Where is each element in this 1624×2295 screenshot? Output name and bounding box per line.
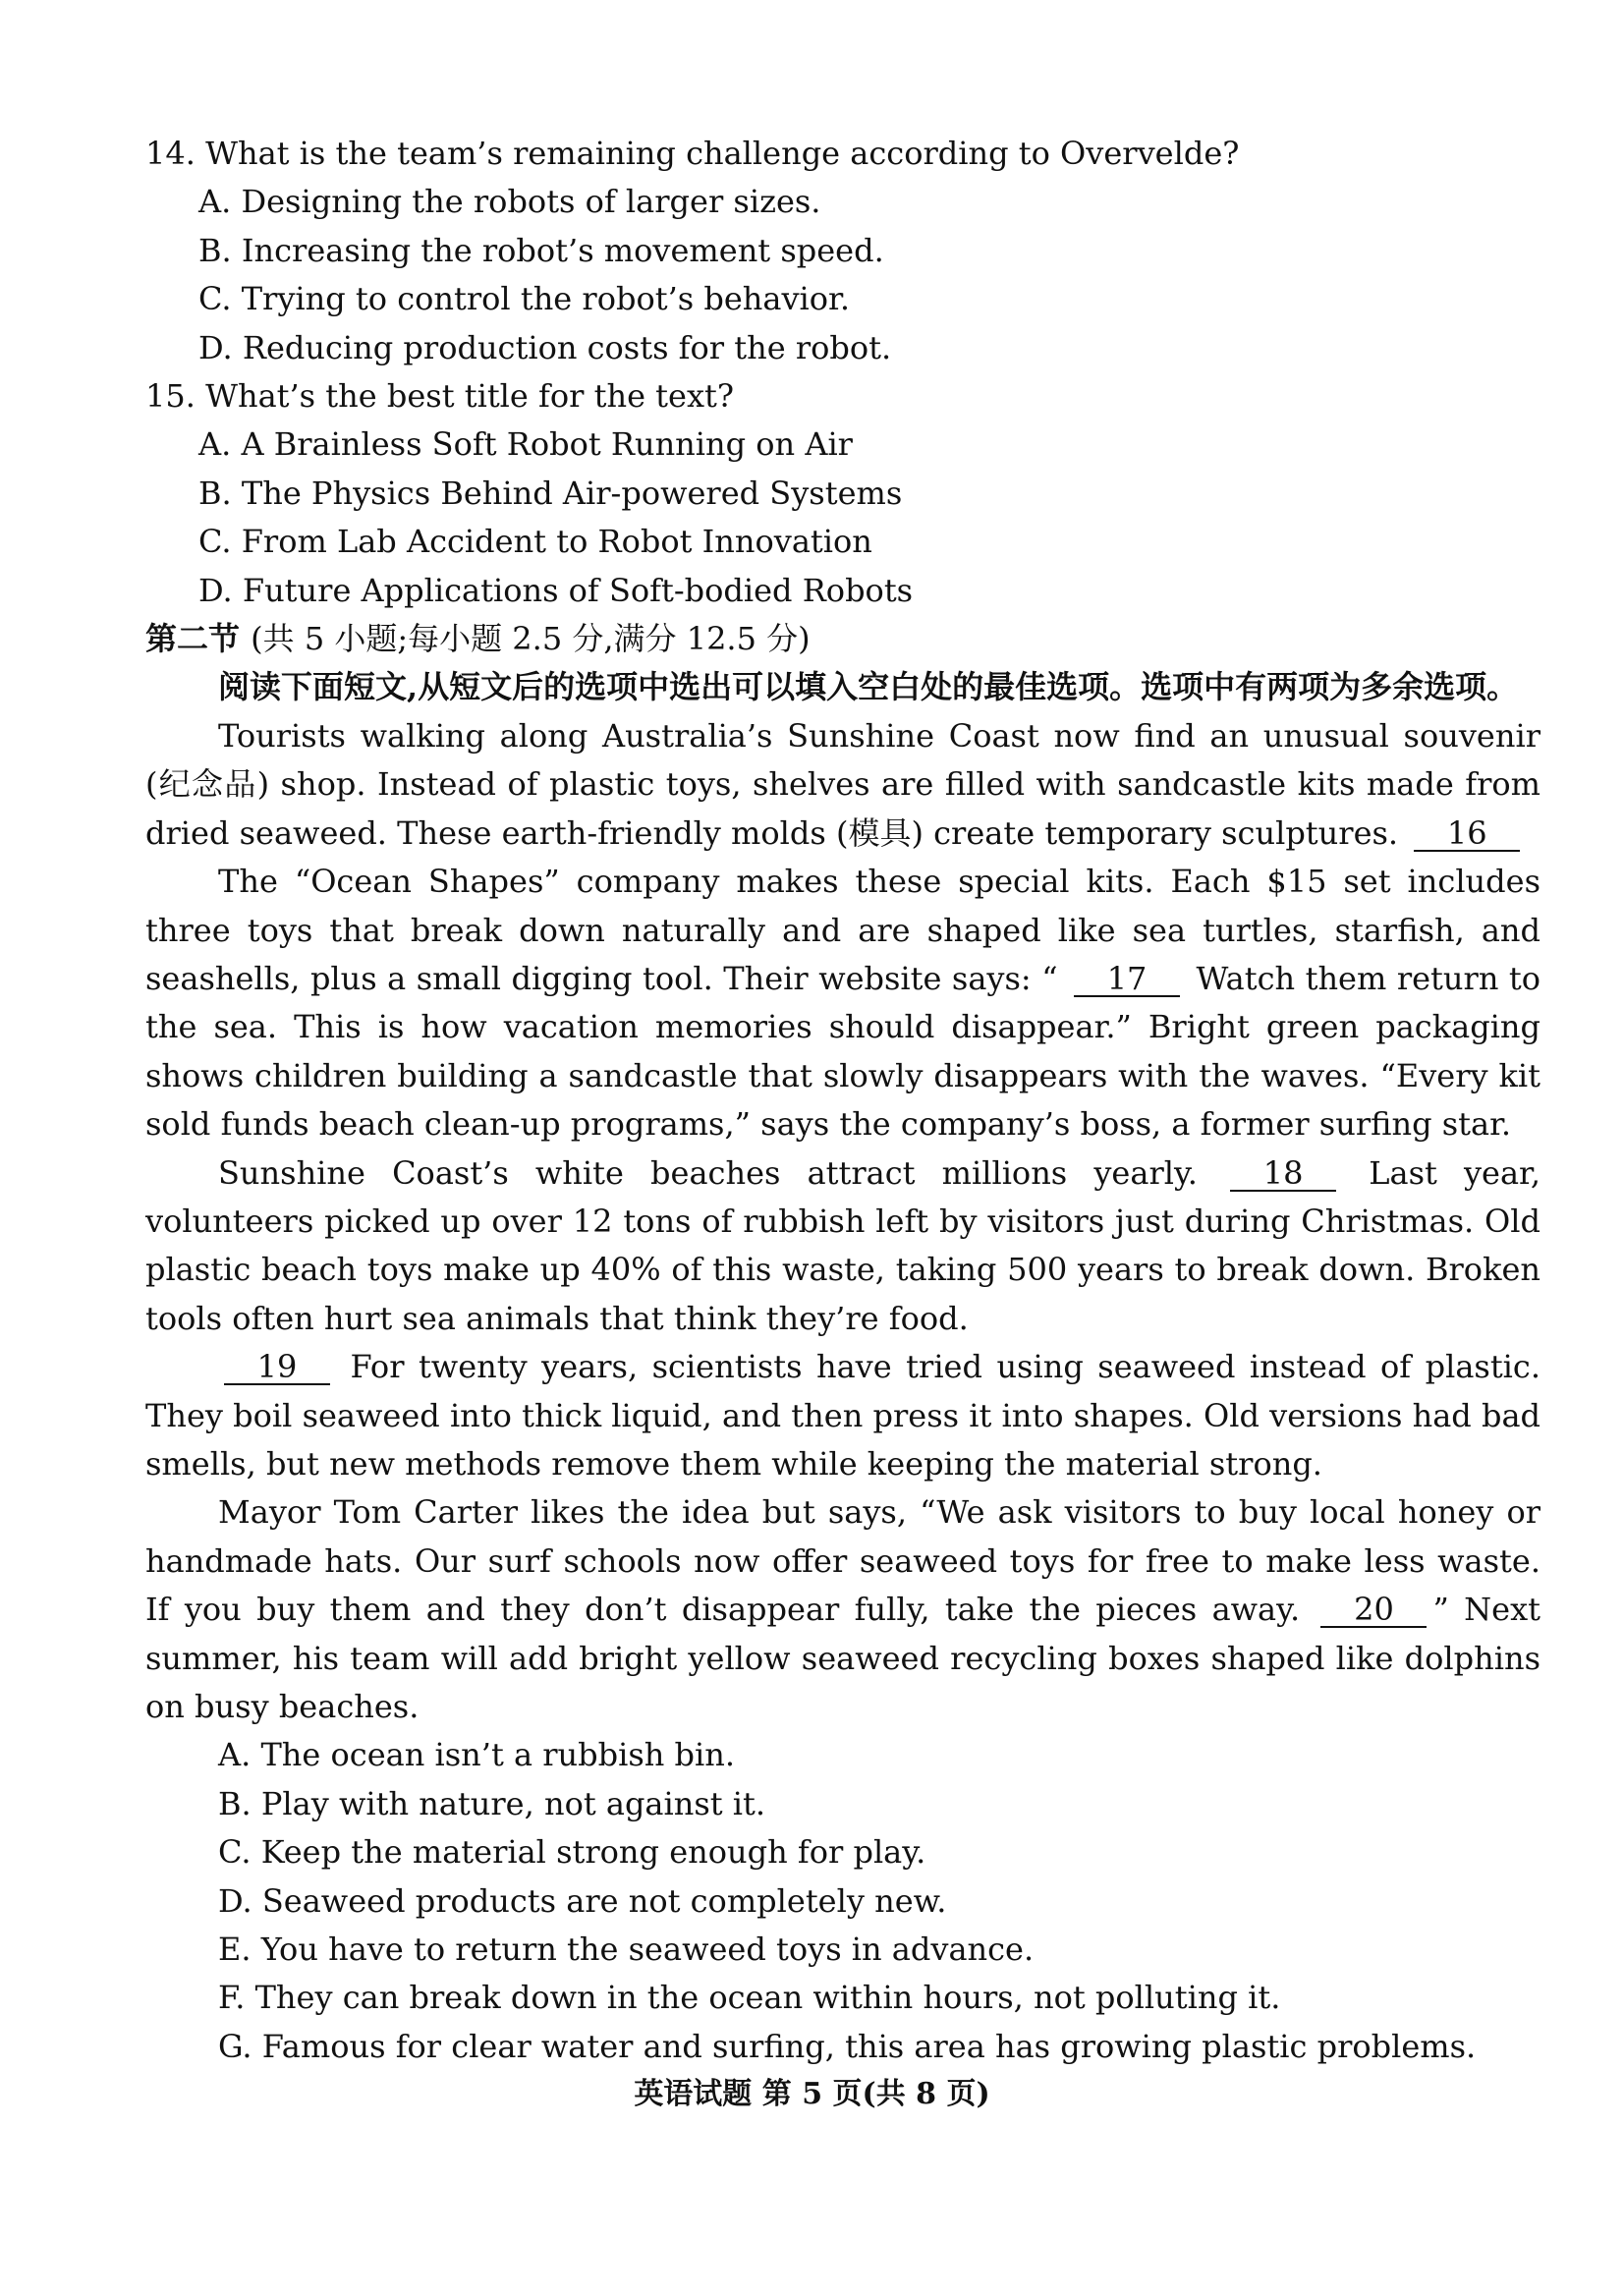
section-title: 第二节	[145, 620, 241, 658]
section-score-note: (共 5 小题;每小题 2.5 分,满分 12.5 分)	[251, 620, 811, 658]
answer-option-d: D. Seaweed products are not completely new.	[218, 1881, 947, 1920]
section-instruction: 阅读下面短文,从短文后的选项中选出可以填入空白处的最佳选项。选项中有两项为多余选项。	[218, 668, 1519, 706]
answer-option-a: A. The ocean isn’t a rubbish bin.	[218, 1736, 736, 1774]
blank-17: 17	[1074, 962, 1180, 997]
paragraph-2-after: Watch them return to the sea. This is how vacation memories should disappear.” Bright green packaging shows children building a sandcastle that slowly disappears with the waves. “Every kit sold funds beach clean-up programs,” says the company’s boss, a former surfing star.	[145, 959, 1541, 1144]
paragraph-3-before: Sunshine Coast’s white beaches attract millions yearly.	[218, 1153, 1198, 1192]
question-14-option-c: C. Trying to control the robot’s behavior.	[198, 280, 850, 318]
paragraph-2-before: The “Ocean Shapes” company makes these special kits. Each $15 set includes three toys that break down naturally and are shaped like sea turtles, starfish, and seashells, plus a small digging tool. Their website says: “	[145, 863, 1540, 997]
paragraph-4-after: For twenty years, scientists have tried using seaweed instead of plastic. They boil seaweed into thick liquid, and then press it into shapes. Old versions had bad smells, but new methods remove them while keeping the material strong.	[145, 1348, 1541, 1483]
question-14-option-b: B. Increasing the robot’s movement speed.	[198, 231, 884, 269]
question-15-option-b: B. The Physics Behind Air-powered Systems	[198, 474, 903, 512]
passage-paragraph-3	[145, 1149, 1540, 1344]
question-15-stem: 15. What’s the best title for the text?	[145, 377, 735, 416]
answer-option-e: E. You have to return the seaweed toys in advance.	[218, 1931, 1035, 1969]
passage-paragraph-4	[145, 1343, 1540, 1488]
passage-paragraph-1	[145, 712, 1540, 858]
question-15-option-c: C. From Lab Accident to Robot Innovation	[198, 523, 872, 561]
question-14-option-a: A. Designing the robots of larger sizes.	[198, 183, 821, 221]
page-footer: 英语试题 第 5 页(共 8 页)	[634, 2077, 990, 2111]
question-15-option-a: A. A Brainless Soft Robot Running on Air	[198, 425, 853, 464]
paragraph-3-after: Last year, volunteers picked up over 12 tons of rubbish left by visitors just during Christmas. Old plastic beach toys make up 40% of this waste, taking 500 years to break down. Broken tools often hurt sea animals that think they’re food.	[145, 1153, 1541, 1337]
exam-page	[145, 130, 1540, 2071]
blank-18: 18	[1230, 1156, 1336, 1192]
paragraph-5-after: ” Next summer, his team will add bright yellow seaweed recycling boxes shaped like dolphins on busy beaches.	[145, 1591, 1540, 1725]
answer-option-g: G. Famous for clear water and surfing, this area has growing plastic problems.	[218, 2027, 1477, 2065]
question-15-option-d: D. Future Applications of Soft-bodied Robots	[198, 571, 914, 609]
blank-19: 19	[224, 1350, 330, 1385]
question-14-stem: 14. What is the team’s remaining challenge according to Overvelde?	[145, 135, 1240, 172]
answer-option-f: F. They can break down in the ocean within hours, not polluting it.	[218, 1979, 1281, 2017]
blank-16: 16	[1414, 816, 1520, 852]
passage-paragraph-2	[145, 858, 1540, 1148]
paragraph-5-before: Mayor Tom Carter likes the idea but says, “We ask visitors to buy local honey or handmade hats. Our surf schools now offer seaweed toys for free to make less waste. If you buy them and they don’t disappear fully, take the pieces away.	[145, 1493, 1540, 1629]
passage-paragraph-5	[145, 1488, 1540, 1731]
paragraph-1-text: Tourists walking along Australia’s Sunshine Coast now find an unusual souvenir (纪念品) shop. Instead of plastic toys, shelves are filled with sandcastle kits made from dried seaweed. These earth-friendly molds (模具) create temporary sculptures.	[145, 716, 1540, 852]
question-14-option-d: D. Reducing production costs for the robot.	[198, 328, 892, 366]
answer-option-b: B. Play with nature, not against it.	[218, 1784, 766, 1822]
blank-20: 20	[1320, 1593, 1427, 1628]
section-heading	[145, 615, 1540, 663]
answer-option-c: C. Keep the material strong enough for play.	[218, 1833, 926, 1872]
